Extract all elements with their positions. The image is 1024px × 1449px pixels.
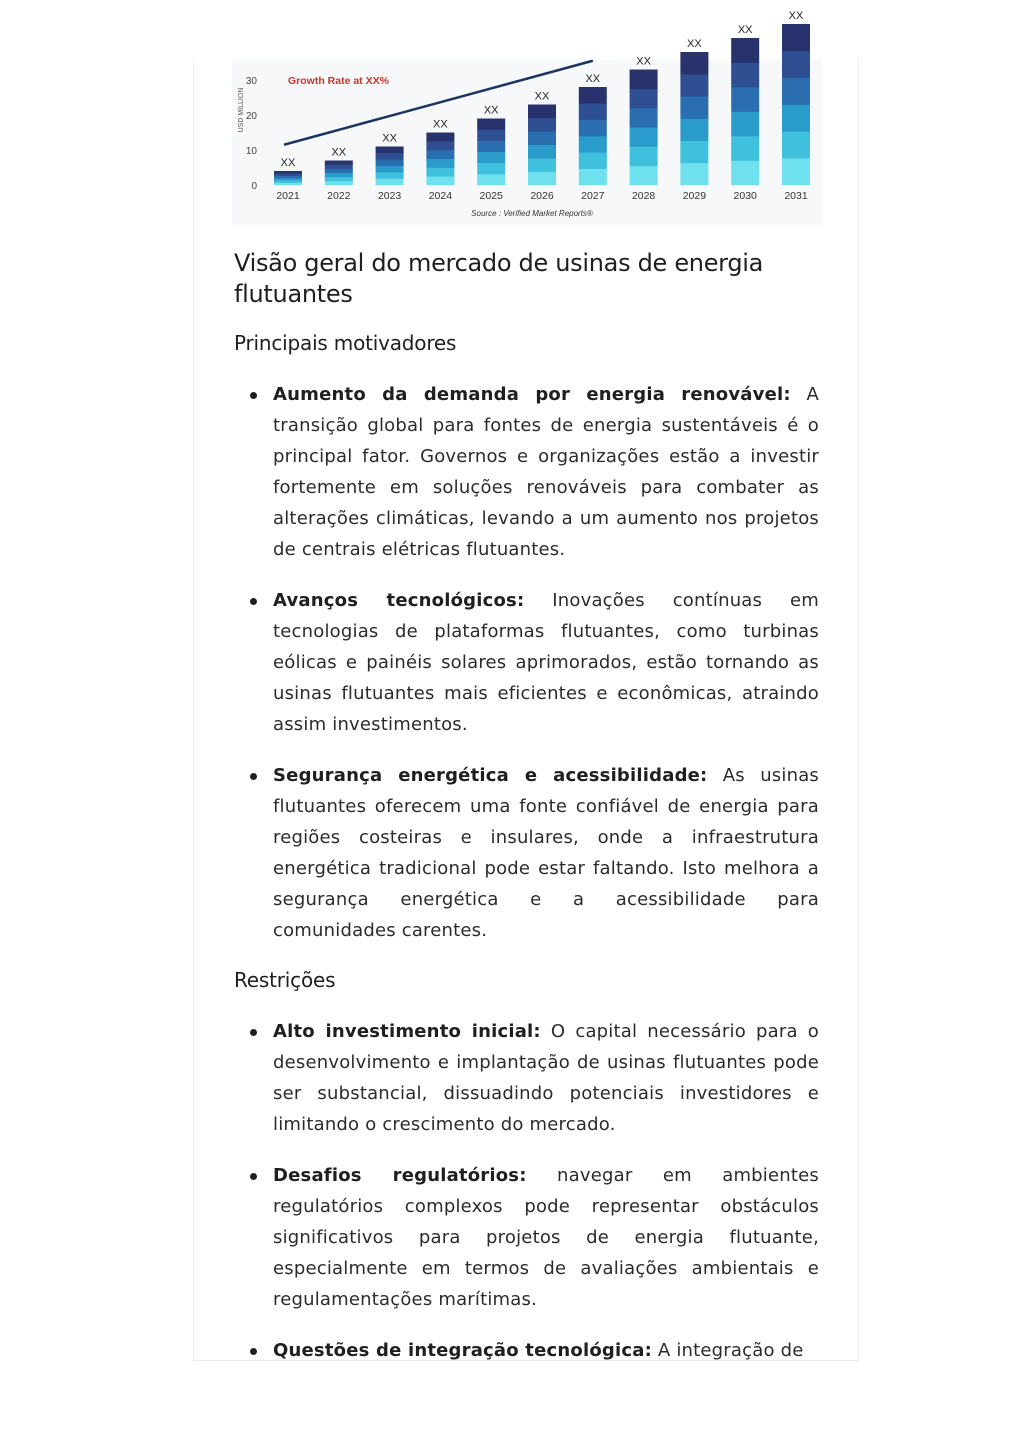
bar-value-label: XX (433, 118, 448, 131)
item-label: Aumento da demanda por energia renovável: (273, 384, 791, 405)
bar-segment (274, 180, 302, 183)
bar-segment (579, 152, 607, 169)
list-item (234, 1160, 819, 1315)
bar-segment (731, 87, 759, 112)
bar-segment (426, 133, 454, 142)
y-tick-label: 20 (245, 111, 257, 122)
bar-segment (782, 158, 810, 185)
bar-value-label: XX (280, 157, 296, 169)
bar-segment (680, 52, 708, 74)
bar-segment (731, 161, 759, 186)
bar-segment (477, 174, 505, 185)
bar-segment (630, 166, 658, 186)
bar-segment (376, 153, 404, 160)
bar-segment (426, 141, 454, 150)
bar-segment (477, 152, 505, 163)
drivers-list (234, 379, 819, 946)
bar-segment (782, 105, 810, 132)
bar-segment (376, 179, 404, 186)
item-label: Questões de integração tecnológica: (273, 1340, 652, 1361)
bar-segment (731, 136, 759, 161)
article-content (234, 248, 819, 1386)
item-label: Desafios regulatórios: (273, 1165, 527, 1186)
bar-segment (325, 161, 353, 165)
bar-segment (274, 176, 302, 179)
bar-segment (376, 172, 404, 179)
x-tick-label: 2022 (327, 190, 351, 202)
bar-segment (630, 127, 658, 147)
bar-segment (630, 89, 658, 109)
item-label: Segurança energética e acessibilidade: (273, 765, 708, 786)
bar-segment (477, 141, 505, 152)
bar-value-label: XX (331, 146, 347, 159)
bar-value-label: XX (382, 132, 397, 145)
bar-segment (325, 181, 353, 185)
x-tick-label: 2028 (631, 190, 656, 202)
bar-segment (731, 63, 759, 88)
restraints-heading: Restrições (234, 968, 336, 992)
bullet-icon (250, 598, 257, 605)
bar-segment (426, 159, 454, 168)
bullet-icon (250, 1348, 257, 1355)
chart-title: Growth Rate at XX% (288, 75, 389, 87)
chart-source: Source : Verified Market Reports® (471, 209, 593, 218)
bar-value-label: XX (483, 104, 499, 117)
bar-segment (426, 168, 454, 177)
item-text: A integração de (651, 1340, 804, 1361)
x-tick-label: 2025 (479, 190, 503, 202)
bar-segment (528, 118, 556, 132)
x-tick-label: 2024 (428, 190, 453, 202)
y-axis-label: USD MILLION (238, 87, 245, 133)
bar-segment (274, 178, 302, 181)
bar-segment (579, 136, 607, 153)
bar-value-label: XX (636, 55, 651, 68)
market-chart (232, 10, 822, 225)
bar-segment (731, 112, 759, 137)
bar-segment (376, 166, 404, 173)
bar-segment (325, 165, 353, 169)
item-text: Inovações contínuas em tecnologias de plataformas flutuantes, como turbinas eólicas e painéis solares aprimorados, estão tornando as usinas flutuantes mais eficientes e econômicas, atraindo assim investimentos. (273, 590, 820, 735)
article-title: Visão geral do mercado de usinas de energia flutuantes (234, 249, 764, 308)
bullet-icon (250, 773, 257, 780)
bar-segment (325, 177, 353, 181)
bar-value-label: XX (687, 38, 702, 50)
bar-segment (579, 103, 607, 120)
article-card (193, 10, 859, 1361)
x-tick-label: 2031 (784, 190, 808, 202)
list-item (234, 1335, 819, 1366)
bar-segment (325, 173, 353, 177)
list-item (234, 585, 819, 740)
bar-segment (528, 145, 556, 159)
item-text: navegar em ambientes regulatórios complexos pode representar obstáculos significativos para projetos de energia flutuante, especialmente em termos de avaliações ambientais e regulamentações marítimas. (273, 1165, 819, 1310)
list-item (234, 379, 819, 565)
y-tick-label: 10 (245, 146, 257, 157)
bar-segment (274, 173, 302, 176)
bar-segment (528, 158, 556, 172)
item-text: O capital necessário para o desenvolvimento e implantação de usinas flutuantes pode ser substancial, dissuadindo potenciais investidores e limitando o crescimento do mercado. (273, 1021, 819, 1135)
item-text: A transição global para fontes de energia sustentáveis é o principal fator. Governos e organizações estão a investir fortemente em soluções renováveis para combater as alterações climáticas, levando a um aumento nos projetos de centrais elétricas flutuantes. (273, 384, 819, 560)
x-tick-label: 2026 (530, 190, 554, 202)
y-tick-label: 0 (251, 181, 257, 192)
bar-segment (630, 108, 658, 128)
bar-segment (477, 163, 505, 174)
bar-segment (680, 119, 708, 141)
bar-segment (680, 74, 708, 96)
list-item (234, 1016, 819, 1140)
x-tick-label: 2023 (377, 190, 402, 202)
bar-value-label: XX (788, 10, 804, 22)
bar-segment (325, 169, 353, 173)
bar-segment (782, 51, 810, 78)
bullet-icon (250, 1029, 257, 1036)
bar-segment (579, 120, 607, 137)
bar-segment (630, 70, 658, 90)
bar-segment (528, 131, 556, 145)
x-tick-label: 2021 (276, 190, 300, 202)
bar-segment (528, 172, 556, 186)
item-label: Alto investimento inicial: (273, 1021, 541, 1042)
bar-segment (680, 96, 708, 118)
bar-value-label: XX (585, 73, 601, 85)
bar-segment (274, 183, 302, 186)
bar-segment (782, 24, 810, 51)
bullet-icon (250, 392, 257, 399)
bar-segment (579, 87, 607, 104)
bar-segment (376, 147, 404, 154)
bar-value-label: XX (534, 90, 550, 103)
bar-segment (477, 130, 505, 141)
bar-segment (680, 141, 708, 163)
restraints-list (234, 1016, 819, 1366)
bar-segment (630, 147, 658, 167)
bar-segment (680, 163, 708, 185)
bullet-icon (250, 1173, 257, 1180)
bar-value-label: XX (737, 24, 753, 36)
x-tick-label: 2030 (733, 190, 757, 202)
bar-segment (426, 150, 454, 159)
drivers-heading: Principais motivadores (234, 331, 457, 355)
bar-segment (376, 159, 404, 166)
bar-segment (528, 105, 556, 119)
bar-segment (782, 78, 810, 105)
x-tick-label: 2027 (581, 190, 605, 202)
bar-segment (477, 119, 505, 130)
bar-segment (731, 38, 759, 63)
list-item (234, 760, 819, 946)
item-text: As usinas flutuantes oferecem uma fonte confiável de energia para regiões costeiras e insulares, onde a infraestrutura energética tradicional pode estar faltando. Isto melhora a segurança energética e a acessibilidade para comunidades carentes. (273, 765, 820, 941)
x-tick-label: 2029 (682, 190, 707, 202)
bar-segment (782, 131, 810, 158)
bar-segment (274, 171, 302, 174)
market-chart-svg (232, 10, 822, 225)
item-label: Avanços tecnológicos: (273, 590, 525, 611)
bar-segment (579, 169, 607, 186)
y-tick-label: 30 (245, 76, 257, 87)
bar-segment (426, 176, 454, 185)
